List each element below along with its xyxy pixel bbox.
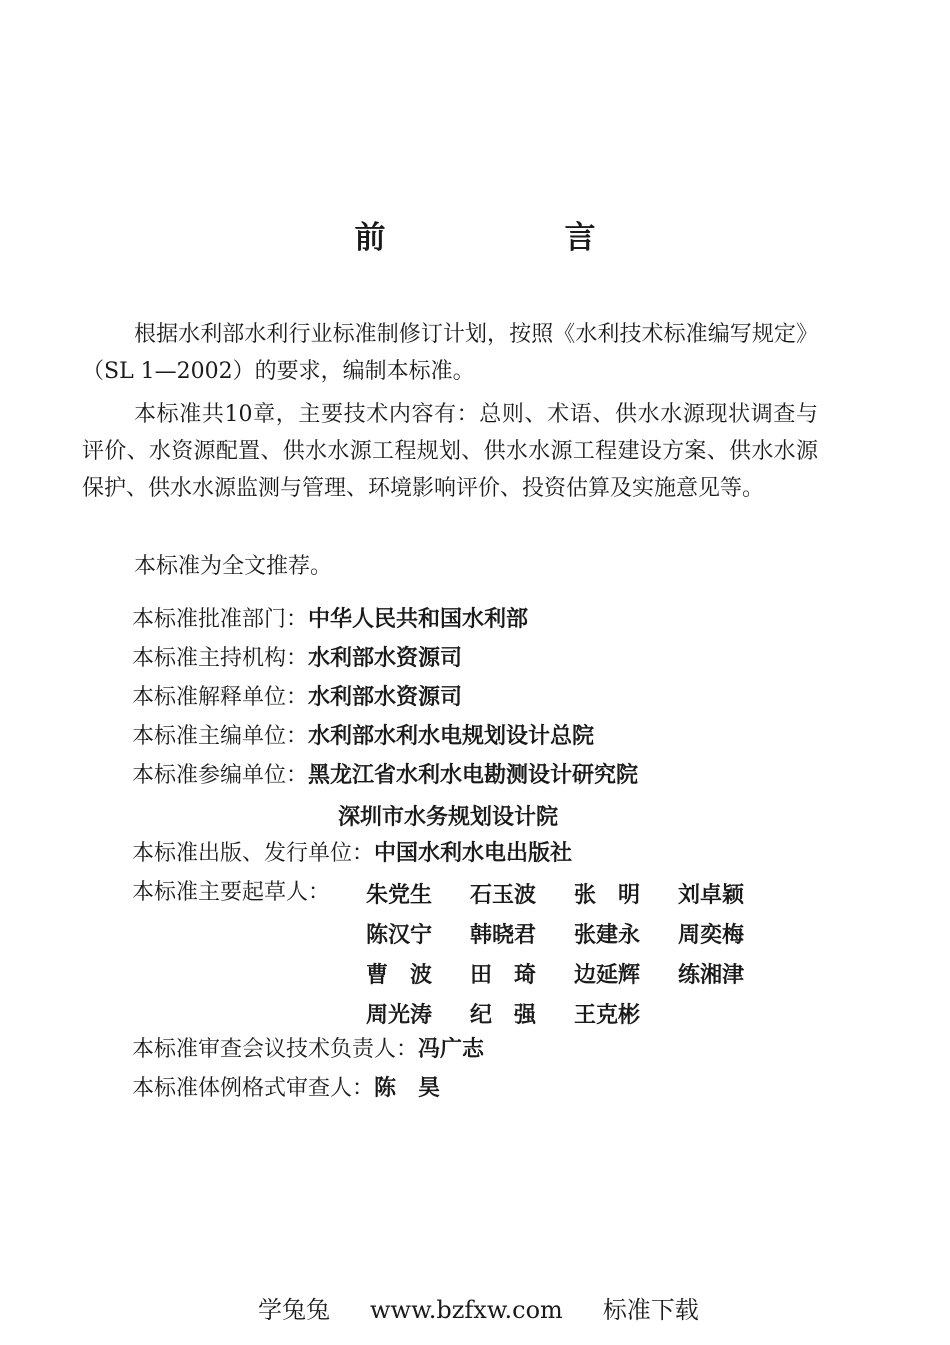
info-label: 本标准体例格式审查人：	[132, 1076, 375, 1101]
drafter-name: 田 琦	[470, 963, 537, 988]
drafter-name: 边延辉	[574, 963, 641, 988]
footer-url[interactable]: www.bzfxw.com	[370, 1296, 563, 1324]
paragraph-content: 本标准共10章，主要技术内容有：总则、术语、供水水源现状调查与评价、水资源配置、供水水源工程规划、供水水源工程建设方案、供水水源保护、供水水源监测与管理、环境影响评价、投资估算及实施意见等。	[82, 402, 818, 501]
page-title: 前 言	[354, 220, 670, 256]
info-drafters	[132, 878, 330, 908]
info-value: 水利部水资源司	[308, 685, 463, 710]
info-interpret	[132, 683, 462, 713]
drafter-name: 韩晓君	[470, 923, 537, 948]
drafter-name: 曹 波	[366, 963, 433, 988]
drafter-name: 练湘津	[678, 963, 745, 988]
drafter-name: 刘卓颖	[678, 883, 745, 908]
info-label: 本标准主持机构：	[132, 646, 309, 671]
info-format	[132, 1074, 440, 1104]
info-participate	[132, 761, 638, 791]
footer-site-name: 学兔兔	[258, 1296, 330, 1324]
drafter-name: 石玉波	[470, 883, 537, 908]
info-label: 本标准参编单位：	[132, 763, 309, 788]
info-value: 中国水利水电出版社	[374, 841, 573, 866]
info-label: 本标准主要起草人：	[132, 880, 331, 905]
drafters-row	[366, 958, 782, 998]
drafter-name: 纪 强	[470, 1003, 537, 1028]
drafter-name: 陈汉宁	[366, 923, 433, 948]
info-value: 水利部水资源司	[308, 646, 463, 671]
info-participate-continued: 深圳市水务规划设计院	[338, 805, 559, 830]
drafter-name: 张建永	[574, 923, 641, 948]
footer-watermark	[258, 1290, 739, 1325]
drafters-list	[366, 878, 782, 1038]
info-value: 冯广志	[418, 1037, 485, 1062]
drafter-name: 周光涛	[366, 1003, 433, 1028]
paragraph-basis: 根据水利部水利行业标准制修订计划，按照《水利技术标准编写规定》（SL 1—2002）的要求，编制本标准。	[82, 322, 818, 384]
drafter-name: 张 明	[574, 883, 641, 908]
drafter-name: 王克彬	[574, 1003, 641, 1028]
info-label: 本标准审查会议技术负责人：	[132, 1037, 419, 1062]
info-value: 中华人民共和国水利部	[308, 607, 529, 632]
info-approve	[132, 605, 528, 635]
drafters-row	[366, 918, 782, 958]
info-host	[132, 644, 462, 674]
drafters-row	[366, 878, 782, 918]
info-value: 水利部水利水电规划设计总院	[308, 724, 595, 749]
drafter-name: 周奕梅	[678, 923, 745, 948]
info-publisher	[132, 839, 572, 869]
footer-slogan: 标准下载	[602, 1296, 699, 1324]
info-review	[132, 1035, 484, 1065]
paragraph-recommend: 本标准为全文推荐。	[134, 554, 333, 579]
drafters-row	[366, 998, 782, 1038]
info-value: 陈 昊	[374, 1076, 441, 1101]
info-value: 黑龙江省水利水电勘测设计研究院	[308, 763, 639, 788]
info-label: 本标准主编单位：	[132, 724, 309, 749]
info-label: 本标准出版、发行单位：	[132, 841, 375, 866]
info-label: 本标准批准部门：	[132, 607, 309, 632]
info-chief	[132, 722, 594, 752]
drafter-name: 朱党生	[366, 883, 433, 908]
info-label: 本标准解释单位：	[132, 685, 309, 710]
